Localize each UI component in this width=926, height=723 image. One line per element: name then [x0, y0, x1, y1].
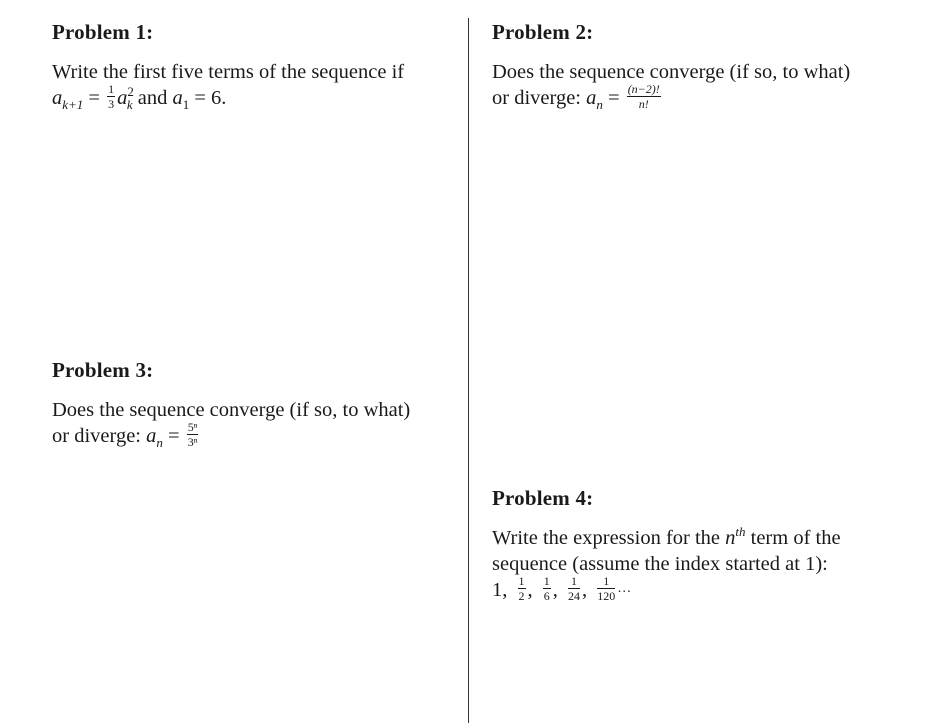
problem-2-line-1: Does the sequence converge (if so, to what) — [492, 61, 851, 83]
problem-2-fraction: $\frac{(n-2)!}{n!}$ — [627, 81, 660, 111]
problem-4-text — [492, 525, 841, 606]
sequence-fraction-4: $\frac{1}{120}$ — [597, 573, 616, 603]
problem-4-title: Problem 4: — [492, 486, 594, 510]
problem-1-title: Problem 1: — [52, 20, 154, 44]
problem-4-line-1: Write the expression for the $n^{th}$ term of the — [492, 524, 841, 549]
problem-1 — [52, 20, 404, 113]
problem-3-fraction: $\frac{\text{5ⁿ}}{\text{3ⁿ}}$ — [187, 419, 198, 449]
problem-1-line-2: $a_{k+1}$ = $\frac{1}{3}$ $a^2_k$ and $a_1 = 6$. — [52, 81, 227, 113]
problem-2-text — [492, 59, 850, 113]
problem-1-fraction: $\frac{1}{3}$ — [108, 81, 115, 111]
problem-2-title: Problem 2: — [492, 20, 594, 44]
problem-1-line-1: Write the first five terms of the sequence if — [52, 61, 405, 83]
problem-4-line-2: sequence (assume the index started at 1): — [492, 553, 828, 575]
problem-3-text — [52, 397, 410, 451]
problem-3-line-1: Does the sequence converge (if so, to what) — [52, 399, 411, 421]
problem-2-line-2: or diverge: $a_n$ = $\frac{(n-2)!}{n!}$ — [492, 81, 660, 113]
problem-3-line-2: or diverge: $a_n$ = $\frac{\text{5ⁿ}}{\text{3ⁿ}}$ — [52, 419, 198, 451]
column-divider — [468, 18, 469, 723]
problem-2 — [492, 20, 850, 113]
problem-3-title: Problem 3: — [52, 358, 154, 382]
problem-1-text — [52, 59, 404, 113]
problem-4 — [492, 486, 841, 606]
problem-3 — [52, 358, 410, 451]
sequence-fraction-2: $\frac{1}{6}$ — [543, 573, 550, 603]
sequence-fraction-3: $\frac{1}{24}$ — [568, 573, 580, 603]
problem-4-sequence: 1, $\frac{1}{2}$ , $\frac{1}{6}$ , $\frac{1}{24}$ , $\frac{1}{120}$ ··· — [492, 573, 632, 603]
sequence-ellipsis: ··· — [617, 585, 632, 600]
sequence-fraction-1: $\frac{1}{2}$ — [518, 573, 525, 603]
